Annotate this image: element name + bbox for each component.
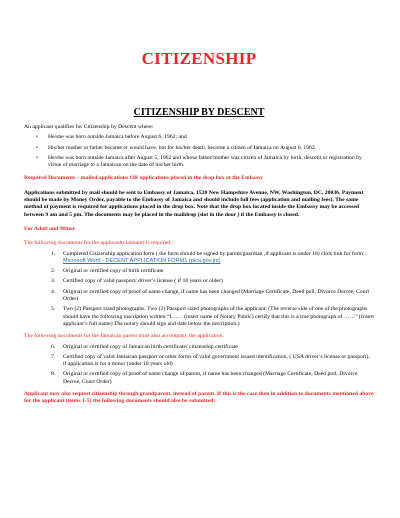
parent-docs-list <box>24 344 374 386</box>
submission-instructions: Applications submitted by mail should be sent to Embassy of Jamaica, 1520 New Hampshire Avenue, NW, Washington, DC, 20036. Payment should be made by Money Order, payable to the Embassy of Jamaica and should include full fees (application and mailing fees). The same method of payment is required for applications placed in the drop box. Note that the drop box located inside the Embassy may be accessed between 9 am and 5 pm. The documents may be placed in the maildrop (slot in the door ) if the Embassy is closed. <box>24 189 364 218</box>
list-item-text: Original or certified copy of birth certificate <box>63 268 164 275</box>
item-number: 3. <box>51 278 56 285</box>
list-item <box>51 371 374 386</box>
list-item-text: Original or certified copy of Jamaican birth certificate/ citizenship certificate <box>63 343 238 350</box>
list-item-text: Certified copy of valid Jamaican passport or other forms of valid government issued identification, ( USA driver’s license or passport), if application is for a minor (under 18 years old) <box>63 353 370 368</box>
item-number: 2. <box>51 268 56 275</box>
list-item-text: He/she was born outside Jamaica after August 5, 1962 and whose father/mother was citizen of Jamaica by birth, descent or registration by virtue of marriage to a Jamaican on the date of his/her birth. <box>48 154 362 169</box>
item-number: 6. <box>51 343 56 350</box>
list-item <box>51 289 374 304</box>
list-item-text: Original or certified copy of proof of name change of parent, if name has been changed (Marriage Certificate, Deed poll, Divorce Decree, Court Order) <box>63 371 358 385</box>
item-number: 7. <box>51 353 56 360</box>
list-item-text: Original or certified copy of proof of name change, if name has been changed (Marriage Certificate, Deed poll, Divorce Decree, Court Order) <box>63 288 370 303</box>
list-item-text: He/she was born outside Jamaica before August 6, 1962; and <box>48 134 187 141</box>
section-heading: CITIZENSHIP BY DESCENT <box>133 107 265 118</box>
applicant-docs-heading: The following documents for the applicant(claimant) is required: <box>24 240 172 247</box>
list-item <box>51 251 374 266</box>
bullet-icon: • <box>36 154 38 161</box>
list-item <box>51 268 374 275</box>
item-number: 8. <box>51 371 56 378</box>
applicant-docs-list <box>24 251 374 329</box>
list-item <box>51 354 374 369</box>
parent-docs-heading: The following documents for the Jamaican parent must also accompany the application: <box>24 333 225 340</box>
required-documents-heading: Required Documents – mailed applications OR applications placed in the drop box at the Embassy <box>24 175 264 182</box>
bullet-icon: • <box>36 144 38 151</box>
item-number: 4. <box>51 288 56 295</box>
page-title: CITIZENSHIP <box>141 49 257 68</box>
application-form-link[interactable]: Microsoft Word - DECENT APPLICATION FORM1 (pica.gov.jm) <box>63 257 221 264</box>
list-item <box>36 145 374 152</box>
list-item-text: Two (2) Passport sized photographs. Two (2) Passport sized photographs of the applicant. (The reverse side of one of the photographs should have the following inscription written “I…… (insert name of Notary Public) certify that this is a true photograph of ……” [Insert applicant’s full name] The notary should sign and date below the inscription.) <box>63 306 374 327</box>
list-item-text: Completed Citizenship application form ( the form should be signed by parent/guardian ,if applicant is under 18) click link for form: <box>63 250 365 257</box>
item-number: 5. <box>51 306 56 313</box>
bullet-icon: • <box>36 134 38 141</box>
list-item-text: Certified copy of valid passport/ driver’s license ( if 18 years or older) <box>63 278 223 285</box>
list-item <box>36 155 374 170</box>
qualification-list <box>24 134 374 169</box>
list-item <box>51 344 374 351</box>
adult-minor-heading: For Adult and Minor <box>24 225 76 232</box>
list-item <box>36 134 374 141</box>
intro-text: An applicant qualifies for Citizenship by Descent where: <box>24 124 154 130</box>
grandparent-note: Applicant may also request citizenship through grandparent, instead of parent. If this is the case then in addition to documents mentioned above for the applicant (items 1-5) the following documents should also be submitted: <box>24 391 374 405</box>
list-item <box>51 306 374 328</box>
list-item-text: His/her mother or father became or would have, but for his/her death, become a citizen of Jamaica on August 6, 1962. <box>48 144 317 151</box>
item-number: 1. <box>51 250 56 257</box>
list-item <box>51 278 374 285</box>
